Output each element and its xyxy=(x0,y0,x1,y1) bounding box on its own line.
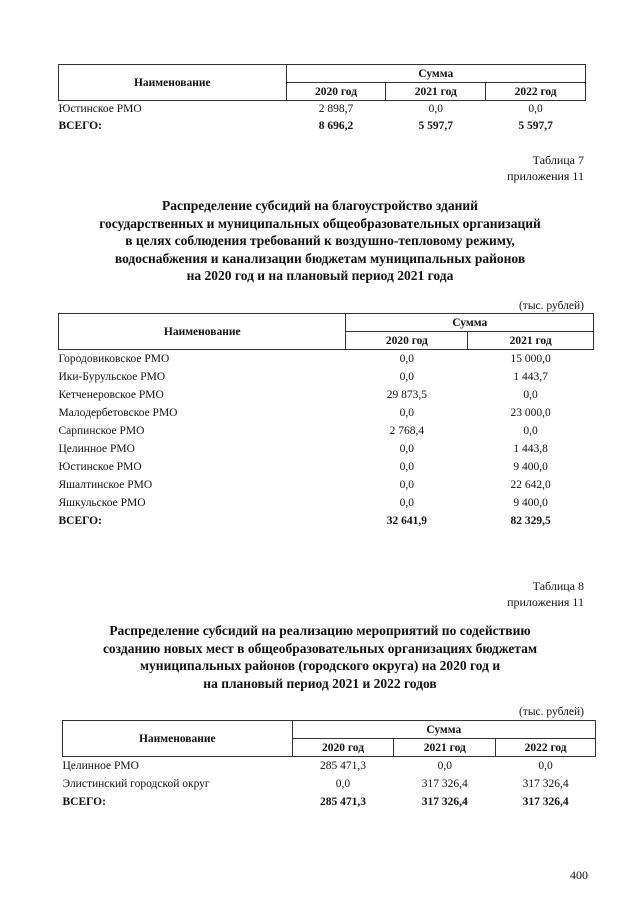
total-label: ВСЕГО: xyxy=(58,514,102,527)
title-line: муниципальных районов (городского округа) на 2020 год и xyxy=(139,658,501,673)
row-value-2022: 0,0 xyxy=(528,103,543,116)
table-row xyxy=(59,386,594,404)
table-row xyxy=(59,458,594,476)
row-value-2021: 23 000,0 xyxy=(510,406,551,419)
row-value-2021: 22 642,0 xyxy=(510,478,551,491)
row-value-2021: 1 443,8 xyxy=(513,442,548,455)
column-header-name: Наименование xyxy=(59,314,346,350)
row-value-2020: 2 768,4 xyxy=(389,424,425,437)
appendix-ref: приложения 11 xyxy=(507,169,584,183)
row-value-2020: 0,0 xyxy=(399,496,415,509)
total-value-2021: 317 326,4 xyxy=(421,795,468,808)
total-value-2020: 8 696,2 xyxy=(318,120,354,132)
row-value-2021: 9 400,0 xyxy=(513,496,548,509)
row-value-2020: 0,0 xyxy=(399,370,415,383)
total-row xyxy=(59,118,586,135)
column-header-2020: 2020 год xyxy=(292,739,394,757)
column-header-name: Наименование xyxy=(59,65,287,101)
total-row xyxy=(63,793,596,811)
table-row xyxy=(63,775,596,793)
row-name: Элистинский городской округ xyxy=(62,777,210,790)
column-header-2021: 2021 год xyxy=(386,83,486,101)
table-row xyxy=(59,440,594,458)
row-name: Целинное РМО xyxy=(62,759,139,772)
row-value-2021: 0,0 xyxy=(428,103,443,116)
row-name: Кетченеровское РМО xyxy=(58,388,164,401)
row-value-2021: 15 000,0 xyxy=(510,352,551,365)
row-value-2021: 9 400,0 xyxy=(513,460,548,473)
table-row xyxy=(59,101,586,118)
row-value-2020: 0,0 xyxy=(399,442,415,455)
page-number: 400 xyxy=(570,868,588,882)
column-header-sum: Сумма xyxy=(286,65,585,83)
table-row xyxy=(59,422,594,440)
row-value-2021: 0,0 xyxy=(437,759,452,772)
row-value-2020: 0,0 xyxy=(399,478,415,491)
title-line: Распределение субсидий на реализацию мероприятий по содействию xyxy=(109,623,531,638)
column-header-2020: 2020 год xyxy=(346,332,468,350)
column-header-2020: 2020 год xyxy=(286,83,386,101)
row-value-2022: 0,0 xyxy=(538,759,553,772)
total-value-2020: 285 471,3 xyxy=(319,795,366,808)
total-label: ВСЕГО: xyxy=(58,120,102,132)
row-name: Сарпинское РМО xyxy=(58,424,145,437)
title-line: на плановый период 2021 и 2022 годов xyxy=(203,675,437,691)
total-value-2022: 5 597,7 xyxy=(518,120,553,132)
table-row xyxy=(59,494,594,512)
table-7-label xyxy=(507,152,584,184)
row-name: Яшкульское РМО xyxy=(58,496,146,509)
table-number: Таблица 7 xyxy=(532,153,584,167)
row-value-2020: 0,0 xyxy=(399,460,415,473)
column-header-sum: Сумма xyxy=(346,314,594,332)
row-value-2020: 0,0 xyxy=(399,352,415,365)
total-value-2021: 5 597,7 xyxy=(418,120,454,132)
total-value-2022: 317 326,4 xyxy=(522,795,569,808)
row-value-2020: 285 471,3 xyxy=(319,759,366,772)
title-line: на 2020 год и на плановый период 2021 года xyxy=(186,268,454,283)
row-name: Целинное РМО xyxy=(58,442,135,455)
table-8-label xyxy=(507,578,584,610)
column-header-2022: 2022 год xyxy=(486,83,586,101)
row-value-2021: 317 326,4 xyxy=(421,777,468,790)
units-label: (тыс. рублей) xyxy=(518,300,584,312)
row-value-2020: 2 898,7 xyxy=(318,103,354,116)
column-header-2021: 2021 год xyxy=(394,739,496,757)
row-name: Городовиковское РМО xyxy=(58,352,170,365)
column-header-name: Наименование xyxy=(63,721,293,757)
row-name: Ики-Бурульское РМО xyxy=(58,370,166,383)
row-value-2020: 29 873,5 xyxy=(386,388,427,401)
title-line: государственных и муниципальных общеобразовательных организаций xyxy=(99,215,541,231)
table-row xyxy=(59,404,594,422)
total-row xyxy=(59,512,594,530)
title-line: водоснабжения и канализации бюджетам муниципальных районов xyxy=(114,250,526,266)
table-7 xyxy=(58,313,594,530)
table-number: Таблица 8 xyxy=(532,579,584,593)
row-name: Юстинское РМО xyxy=(58,460,142,473)
table-7-title xyxy=(40,197,600,285)
row-name: Юстинское РМО xyxy=(58,103,142,116)
row-value-2021: 0,0 xyxy=(523,424,538,437)
units-label: (тыс. рублей) xyxy=(518,706,584,718)
total-value-2021: 82 329,5 xyxy=(510,514,551,527)
total-value-2020: 32 641,9 xyxy=(386,514,427,527)
title-line: созданию новых мест в общеобразовательных организациях бюджетам xyxy=(102,640,538,656)
column-header-sum: Сумма xyxy=(292,721,595,739)
table-8 xyxy=(62,720,596,811)
total-label: ВСЕГО: xyxy=(62,795,106,808)
column-header-2021: 2021 год xyxy=(468,332,594,350)
row-name: Яшалтинское РМО xyxy=(58,478,153,491)
row-value-2022: 317 326,4 xyxy=(522,777,569,790)
row-value-2021: 1 443,7 xyxy=(513,370,548,383)
row-name: Малодербетовское РМО xyxy=(58,406,178,419)
table-row xyxy=(63,757,596,775)
row-value-2021: 0,0 xyxy=(523,388,538,401)
row-value-2020: 0,0 xyxy=(399,406,415,419)
title-line: Распределение субсидий на благоустройство зданий xyxy=(162,198,478,213)
row-value-2020: 0,0 xyxy=(335,777,351,790)
column-header-2022: 2022 год xyxy=(496,739,596,757)
title-line: в целях соблюдения требований к воздушно-тепловому режиму, xyxy=(125,233,515,248)
table-8-title xyxy=(40,622,600,692)
appendix-ref: приложения 11 xyxy=(507,595,584,609)
table-row xyxy=(59,350,594,368)
table-row xyxy=(59,476,594,494)
table-6 xyxy=(58,64,586,135)
table-row xyxy=(59,368,594,386)
